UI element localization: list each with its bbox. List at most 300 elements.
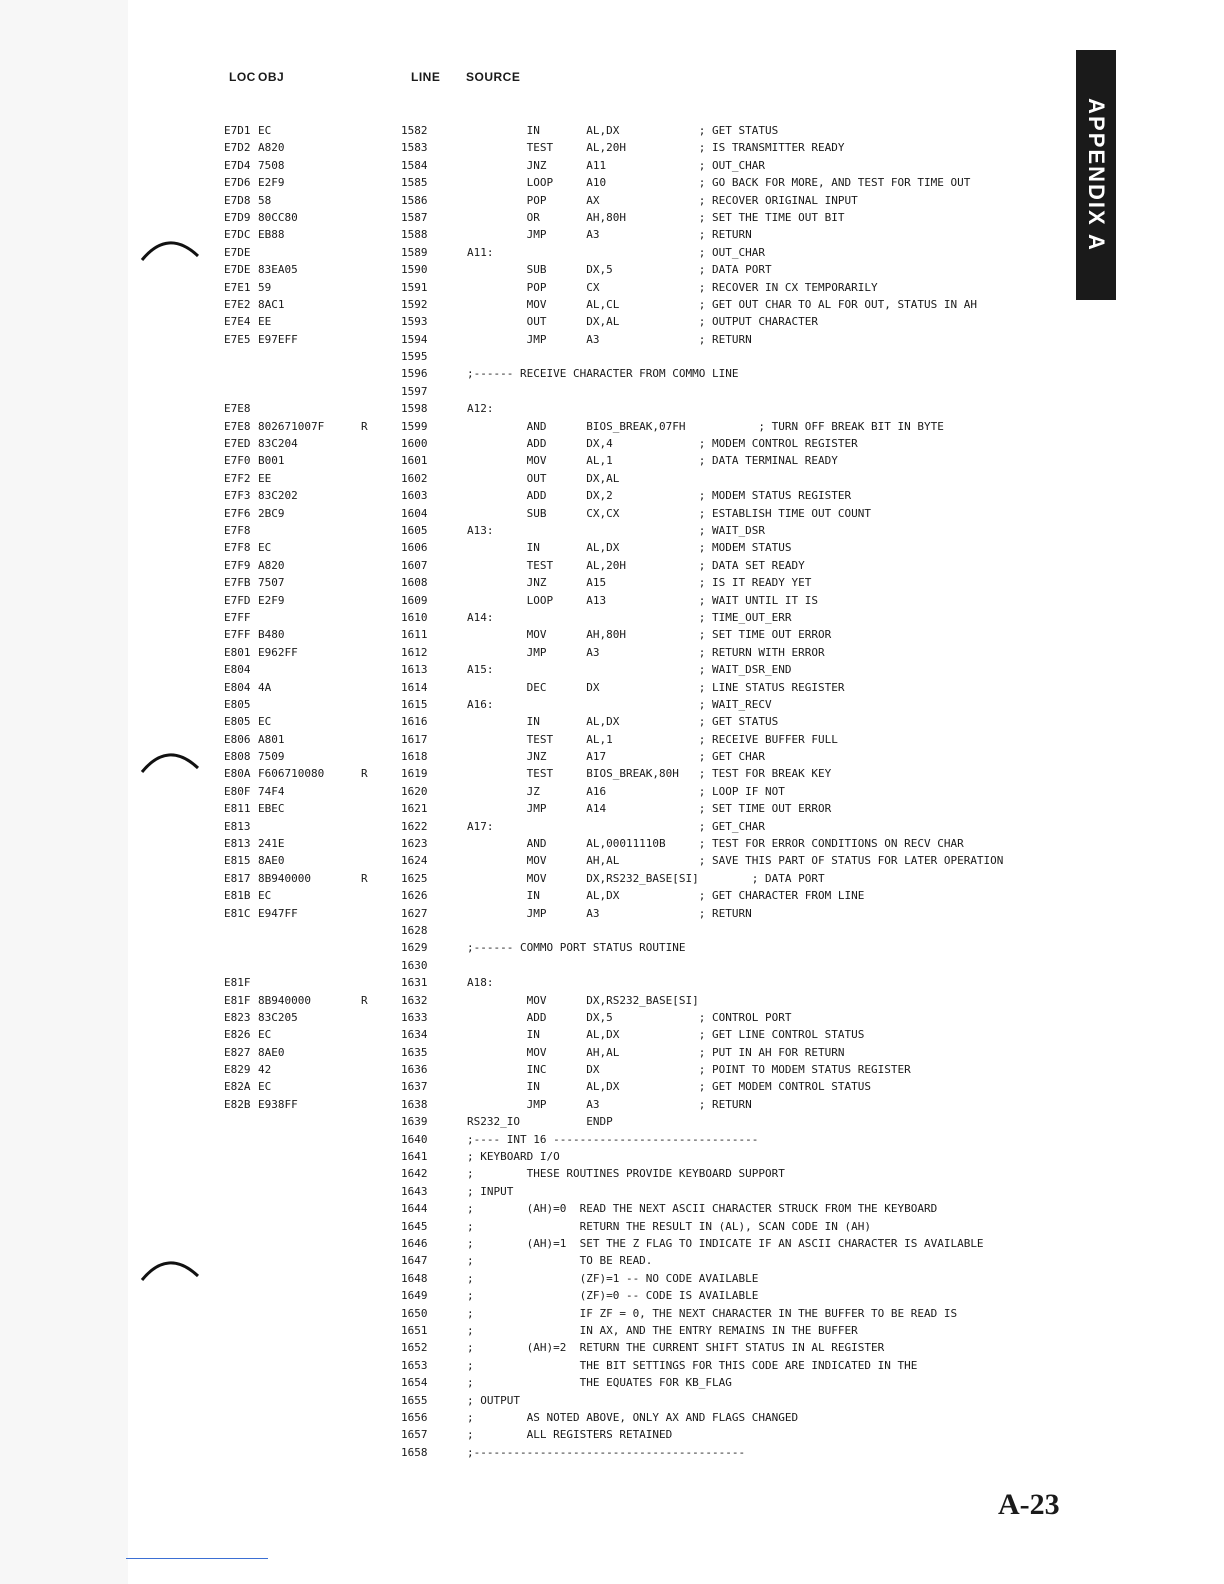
header-line: LINE [411, 70, 441, 84]
listing-row [0, 348, 1100, 365]
source-text: A11: ; OUT_CHAR [467, 245, 766, 259]
page-number: A-23 [998, 1488, 1060, 1521]
source-text: JMP A3 ; RETURN [467, 1097, 752, 1111]
obj-cell: 7509 [258, 750, 285, 764]
listing-row [0, 696, 1100, 713]
obj-cell: 83C202 [258, 489, 298, 503]
loc-cell: E7ED [224, 437, 251, 451]
obj-cell: A820 [258, 141, 285, 155]
line-number: 1634 [401, 1028, 428, 1042]
loc-cell: E81F [224, 993, 251, 1007]
source-text: MOV AH,AL ; SAVE THIS PART OF STATUS FOR LATER OPERATION [467, 854, 1004, 868]
source-text: A12: [467, 402, 494, 416]
obj-cell: 241E [258, 837, 285, 851]
listing-row [0, 1426, 1100, 1443]
listing-row [0, 296, 1100, 313]
listing-row [0, 139, 1100, 156]
source-text: JMP A3 ; RETURN [467, 332, 752, 346]
line-number: 1620 [401, 784, 428, 798]
listing-row [0, 1374, 1100, 1391]
loc-cell: E801 [224, 645, 251, 659]
source-text: IN AL,DX ; GET CHARACTER FROM LINE [467, 889, 865, 903]
obj-cell: 7508 [258, 158, 285, 172]
line-number: 1609 [401, 593, 428, 607]
listing-row [0, 1131, 1100, 1148]
line-number: 1608 [401, 576, 428, 590]
line-number: 1645 [401, 1219, 428, 1233]
line-number: 1622 [401, 819, 428, 833]
header-loc: LOC [229, 70, 256, 84]
listing-row [0, 852, 1100, 869]
source-text: SUB CX,CX ; ESTABLISH TIME OUT COUNT [467, 506, 871, 520]
obj-cell: EC [258, 889, 272, 903]
source-text: ; KEYBOARD I/O [467, 1150, 560, 1164]
loc-cell: E82A [224, 1080, 251, 1094]
obj-cell: 8AE0 [258, 1045, 285, 1059]
loc-cell: E81C [224, 906, 251, 920]
obj-cell: E97EFF [258, 332, 298, 346]
listing-row [0, 331, 1100, 348]
source-text: OUT DX,AL ; OUTPUT CHARACTER [467, 315, 818, 329]
obj-cell: 2BC9 [258, 506, 285, 520]
loc-cell: E806 [224, 732, 251, 746]
source-text: ADD DX,5 ; CONTROL PORT [467, 1010, 792, 1024]
listing-row [0, 1218, 1100, 1235]
loc-cell: E7F8 [224, 523, 251, 537]
obj-cell: 83EA05 [258, 263, 298, 277]
source-text: INC DX ; POINT TO MODEM STATUS REGISTER [467, 1063, 911, 1077]
line-number: 1601 [401, 454, 428, 468]
appendix-tab-label: APPENDIX A [1084, 98, 1109, 252]
loc-cell: E7F8 [224, 541, 251, 555]
line-number: 1643 [401, 1184, 428, 1198]
source-text: ; (AH)=1 SET THE Z FLAG TO INDICATE IF AN ASCII CHARACTER IS AVAILABLE [467, 1237, 984, 1250]
listing-row [0, 1113, 1100, 1130]
listing-row [0, 1287, 1100, 1304]
listing-row [0, 592, 1100, 609]
listing-row [0, 226, 1100, 243]
obj-cell: EC [258, 715, 272, 729]
line-number: 1641 [401, 1150, 428, 1164]
source-text: OR AH,80H ; SET THE TIME OUT BIT [467, 210, 845, 224]
obj-cell: A801 [258, 732, 285, 746]
line-number: 1639 [401, 1115, 428, 1129]
loc-cell: E7FB [224, 576, 251, 590]
source-text: MOV DX,RS232_BASE[SI] [467, 993, 699, 1007]
listing-row [0, 418, 1100, 435]
line-number: 1590 [401, 263, 428, 277]
listing-row [0, 1252, 1100, 1269]
source-text: A13: ; WAIT_DSR [467, 523, 766, 537]
loc-cell: E815 [224, 854, 251, 868]
line-number: 1607 [401, 558, 428, 572]
line-number: 1610 [401, 610, 428, 624]
source-text: JNZ A15 ; IS IT READY YET [467, 576, 812, 590]
source-text: ; IF ZF = 0, THE NEXT CHARACTER IN THE BUFFER TO BE READ IS [467, 1306, 958, 1320]
loc-cell: E7F3 [224, 489, 251, 503]
loc-cell: E805 [224, 697, 251, 711]
line-number: 1654 [401, 1376, 428, 1390]
loc-cell: E80F [224, 784, 251, 798]
source-text: ; (ZF)=0 -- CODE IS AVAILABLE [467, 1289, 759, 1303]
loc-cell: E7D4 [224, 158, 251, 172]
obj-cell: B001 [258, 454, 285, 468]
listing-row [0, 835, 1100, 852]
listing-row [0, 313, 1100, 330]
source-text: IN AL,DX ; GET STATUS [467, 124, 779, 137]
listing-row [0, 522, 1100, 539]
line-number: 1633 [401, 1010, 428, 1024]
obj-cell: 8B940000 [258, 993, 311, 1007]
loc-cell: E813 [224, 819, 251, 833]
relocation-flag: R [361, 767, 368, 781]
loc-cell: E7E8 [224, 419, 251, 433]
line-number: 1648 [401, 1271, 428, 1285]
loc-cell: E7E4 [224, 315, 251, 329]
listing-row [0, 1200, 1100, 1217]
listing-row [0, 957, 1100, 974]
listing-row [0, 1148, 1100, 1165]
listing-row [0, 1078, 1100, 1095]
source-text: ; THE BIT SETTINGS FOR THIS CODE ARE INDICATED IN THE [467, 1358, 918, 1372]
loc-cell: E81B [224, 889, 251, 903]
relocation-flag: R [361, 993, 368, 1007]
source-text: ;---- INT 16 ------------------------------- [467, 1132, 759, 1146]
line-number: 1587 [401, 210, 428, 224]
listing-row [0, 922, 1100, 939]
line-number: 1640 [401, 1132, 428, 1146]
obj-cell: E2F9 [258, 176, 285, 190]
listing-row [0, 974, 1100, 991]
source-text: AND AL,00011110B ; TEST FOR ERROR CONDITIONS ON RECV CHAR [467, 837, 964, 851]
listing-row [0, 783, 1100, 800]
line-number: 1650 [401, 1306, 428, 1320]
loc-cell: E7D2 [224, 141, 251, 155]
listing-row [0, 1339, 1100, 1356]
loc-cell: E827 [224, 1045, 251, 1059]
line-number: 1652 [401, 1341, 428, 1355]
obj-cell: E938FF [258, 1097, 298, 1111]
line-number: 1593 [401, 315, 428, 329]
listing-row [0, 157, 1100, 174]
source-text: MOV AL,1 ; DATA TERMINAL READY [467, 454, 838, 468]
line-number: 1613 [401, 663, 428, 677]
listing-row [0, 1305, 1100, 1322]
loc-cell: E826 [224, 1028, 251, 1042]
line-number: 1644 [401, 1202, 428, 1216]
loc-cell: E7E8 [224, 402, 251, 416]
line-number: 1655 [401, 1393, 428, 1407]
listing-row [0, 626, 1100, 643]
obj-cell: 8B940000 [258, 871, 311, 885]
listing-row [0, 1235, 1100, 1252]
source-text: LOOP A10 ; GO BACK FOR MORE, AND TEST FOR TIME OUT [467, 176, 971, 190]
source-text: POP AX ; RECOVER ORIGINAL INPUT [467, 193, 858, 207]
line-number: 1658 [401, 1445, 428, 1459]
line-number: 1619 [401, 767, 428, 781]
listing-row [0, 1444, 1100, 1461]
loc-cell: E811 [224, 802, 251, 816]
listing-row [0, 539, 1100, 556]
line-number: 1656 [401, 1410, 428, 1424]
line-number: 1636 [401, 1063, 428, 1077]
listing-row [0, 435, 1100, 452]
source-text: TEST BIOS_BREAK,80H ; TEST FOR BREAK KEY [467, 767, 832, 781]
line-number: 1615 [401, 697, 428, 711]
source-text: JMP A3 ; RETURN [467, 906, 752, 920]
line-number: 1630 [401, 958, 428, 972]
obj-cell: EB88 [258, 228, 285, 242]
listing-row [0, 1009, 1100, 1026]
line-number: 1627 [401, 906, 428, 920]
line-number: 1625 [401, 871, 428, 885]
loc-cell: E804 [224, 680, 251, 694]
source-text: TEST AL,1 ; RECEIVE BUFFER FULL [467, 732, 838, 746]
relocation-flag: R [361, 419, 368, 433]
source-text: JNZ A11 ; OUT_CHAR [467, 158, 766, 172]
source-text: ; OUTPUT [467, 1393, 520, 1407]
line-number: 1623 [401, 837, 428, 851]
line-number: 1594 [401, 332, 428, 346]
loc-cell: E804 [224, 663, 251, 677]
line-number: 1632 [401, 993, 428, 1007]
loc-cell: E805 [224, 715, 251, 729]
line-number: 1589 [401, 245, 428, 259]
line-number: 1598 [401, 402, 428, 416]
obj-cell: E962FF [258, 645, 298, 659]
listing-row [0, 1061, 1100, 1078]
loc-cell: E7E5 [224, 332, 251, 346]
source-text: JMP A14 ; SET TIME OUT ERROR [467, 802, 832, 816]
listing-row [0, 887, 1100, 904]
loc-cell: E813 [224, 837, 251, 851]
listing-row [0, 679, 1100, 696]
source-text: IN AL,DX ; GET STATUS [467, 715, 779, 729]
listing-row [0, 609, 1100, 626]
source-text: MOV DX,RS232_BASE[SI] ; DATA PORT [467, 871, 825, 885]
obj-cell: 42 [258, 1063, 272, 1077]
source-text: ADD DX,4 ; MODEM CONTROL REGISTER [467, 437, 858, 451]
source-text: TEST AL,20H ; DATA SET READY [467, 558, 805, 572]
line-number: 1638 [401, 1097, 428, 1111]
source-text: IN AL,DX ; GET LINE CONTROL STATUS [467, 1028, 865, 1042]
listing-row [0, 209, 1100, 226]
line-number: 1629 [401, 941, 428, 955]
source-text: ; RETURN THE RESULT IN (AL), SCAN CODE IN (AH) [467, 1219, 871, 1233]
source-text: IN AL,DX ; GET MODEM CONTROL STATUS [467, 1080, 871, 1094]
obj-cell: B480 [258, 628, 285, 642]
obj-cell: 83C205 [258, 1010, 298, 1024]
loc-cell: E82B [224, 1097, 251, 1111]
footer-rule [126, 1558, 268, 1559]
line-number: 1617 [401, 732, 428, 746]
loc-cell: E7FF [224, 610, 251, 624]
source-text: ;----------------------------------------- [467, 1445, 746, 1459]
source-text: ; (ZF)=1 -- NO CODE AVAILABLE [467, 1271, 759, 1285]
source-text: ; THESE ROUTINES PROVIDE KEYBOARD SUPPORT [467, 1167, 785, 1181]
line-number: 1612 [401, 645, 428, 659]
source-text: A18: [467, 976, 494, 990]
source-text: MOV AH,AL ; PUT IN AH FOR RETURN [467, 1045, 845, 1059]
line-number: 1653 [401, 1358, 428, 1372]
loc-cell: E7D8 [224, 193, 251, 207]
obj-cell: 58 [258, 193, 272, 207]
line-number: 1616 [401, 715, 428, 729]
source-text: OUT DX,AL [467, 471, 620, 485]
line-number: 1597 [401, 384, 428, 398]
listing-row [0, 1026, 1100, 1043]
loc-cell: E7DC [224, 228, 251, 242]
obj-cell: 80CC80 [258, 210, 298, 224]
listing-row [0, 244, 1100, 261]
source-text: JMP A3 ; RETURN WITH ERROR [467, 645, 825, 659]
obj-cell: F606710080 [258, 767, 325, 781]
source-text: A14: ; TIME_OUT_ERR [467, 610, 792, 624]
loc-cell: E7E1 [224, 280, 251, 294]
line-number: 1591 [401, 280, 428, 294]
obj-cell: EC [258, 1080, 272, 1094]
loc-cell: E7D1 [224, 124, 251, 137]
line-number: 1657 [401, 1428, 428, 1442]
source-text: ; AS NOTED ABOVE, ONLY AX AND FLAGS CHANGED [467, 1410, 799, 1424]
listing-row [0, 400, 1100, 417]
line-number: 1600 [401, 437, 428, 451]
source-text: ADD DX,2 ; MODEM STATUS REGISTER [467, 489, 852, 503]
obj-cell: E947FF [258, 906, 298, 920]
listing-row [0, 992, 1100, 1009]
source-text: JMP A3 ; RETURN [467, 228, 752, 242]
line-number: 1618 [401, 750, 428, 764]
source-text: ; INPUT [467, 1184, 514, 1198]
listing-row [0, 1270, 1100, 1287]
listing-row [0, 1409, 1100, 1426]
source-text: ; ALL REGISTERS RETAINED [467, 1428, 673, 1442]
loc-cell: E7DE [224, 263, 251, 277]
source-text: IN AL,DX ; MODEM STATUS [467, 541, 792, 555]
line-number: 1614 [401, 680, 428, 694]
loc-cell: E7F0 [224, 454, 251, 468]
line-number: 1604 [401, 506, 428, 520]
listing-row [0, 174, 1100, 191]
listing-row [0, 713, 1100, 730]
listing-row [0, 487, 1100, 504]
line-number: 1599 [401, 419, 428, 433]
relocation-flag: R [361, 871, 368, 885]
line-number: 1637 [401, 1080, 428, 1094]
line-number: 1602 [401, 471, 428, 485]
listing-row [0, 557, 1100, 574]
listing-row [0, 800, 1100, 817]
source-text: TEST AL,20H ; IS TRANSMITTER READY [467, 141, 845, 155]
listing-row [0, 1044, 1100, 1061]
listing-row [0, 905, 1100, 922]
line-number: 1628 [401, 923, 428, 937]
source-text: POP CX ; RECOVER IN CX TEMPORARILY [467, 280, 878, 294]
source-text: AND BIOS_BREAK,07FH ; TURN OFF BREAK BIT IN BYTE [467, 419, 944, 433]
listing-row [0, 818, 1100, 835]
line-number: 1588 [401, 228, 428, 242]
listing-row [0, 383, 1100, 400]
source-text: ; THE EQUATES FOR KB_FLAG [467, 1376, 732, 1390]
obj-cell: 4A [258, 680, 272, 694]
loc-cell: E823 [224, 1010, 251, 1024]
listing-row [0, 1392, 1100, 1409]
line-number: 1583 [401, 141, 428, 155]
loc-cell: E7D9 [224, 210, 251, 224]
obj-cell: 83C204 [258, 437, 298, 451]
obj-cell: 7507 [258, 576, 285, 590]
obj-cell: 8AC1 [258, 297, 285, 311]
source-text: ; (AH)=2 RETURN THE CURRENT SHIFT STATUS IN AL REGISTER [467, 1341, 885, 1355]
listing-row [0, 939, 1100, 956]
line-number: 1626 [401, 889, 428, 903]
source-text: MOV AL,CL ; GET OUT CHAR TO AL FOR OUT, STATUS IN AH [467, 297, 977, 311]
source-text: ;------ COMMO PORT STATUS ROUTINE [467, 941, 686, 955]
line-number: 1651 [401, 1323, 428, 1337]
source-text: ; TO BE READ. [467, 1254, 653, 1268]
line-number: 1582 [401, 124, 428, 137]
header-obj: OBJ [258, 70, 285, 84]
line-number: 1592 [401, 297, 428, 311]
assembly-listing [0, 122, 1100, 1461]
listing-row [0, 574, 1100, 591]
line-number: 1606 [401, 541, 428, 555]
loc-cell: E80A [224, 767, 251, 781]
source-text: A16: ; WAIT_RECV [467, 697, 772, 711]
loc-cell: E7FD [224, 593, 251, 607]
obj-cell: EC [258, 541, 272, 555]
loc-cell: E7F2 [224, 471, 251, 485]
loc-cell: E7F9 [224, 558, 251, 572]
listing-row [0, 470, 1100, 487]
listing-row [0, 122, 1100, 139]
loc-cell: E7DE [224, 245, 251, 259]
listing-row [0, 765, 1100, 782]
source-text: JNZ A17 ; GET CHAR [467, 750, 766, 764]
listing-row [0, 1165, 1100, 1182]
line-number: 1647 [401, 1254, 428, 1268]
source-text: LOOP A13 ; WAIT UNTIL IT IS [467, 593, 818, 607]
loc-cell: E7D6 [224, 176, 251, 190]
loc-cell: E81F [224, 976, 251, 990]
loc-cell: E817 [224, 871, 251, 885]
source-text: DEC DX ; LINE STATUS REGISTER [467, 680, 845, 694]
listing-row [0, 661, 1100, 678]
line-number: 1584 [401, 158, 428, 172]
listing-row [0, 279, 1100, 296]
line-number: 1603 [401, 489, 428, 503]
obj-cell: 8AE0 [258, 854, 285, 868]
obj-cell: EBEC [258, 802, 285, 816]
listing-row [0, 731, 1100, 748]
obj-cell: 802671007F [258, 419, 325, 433]
listing-row [0, 644, 1100, 661]
line-number: 1595 [401, 350, 428, 364]
obj-cell: E2F9 [258, 593, 285, 607]
loc-cell: E829 [224, 1063, 251, 1077]
line-number: 1642 [401, 1167, 428, 1181]
listing-row [0, 1322, 1100, 1339]
source-text: JZ A16 ; LOOP IF NOT [467, 784, 785, 798]
line-number: 1585 [401, 176, 428, 190]
line-number: 1624 [401, 854, 428, 868]
source-text: RS232_IO ENDP [467, 1115, 613, 1129]
obj-cell: 74F4 [258, 784, 285, 798]
loc-cell: E808 [224, 750, 251, 764]
listing-row [0, 1096, 1100, 1113]
line-number: 1649 [401, 1289, 428, 1303]
obj-cell: EC [258, 1028, 272, 1042]
